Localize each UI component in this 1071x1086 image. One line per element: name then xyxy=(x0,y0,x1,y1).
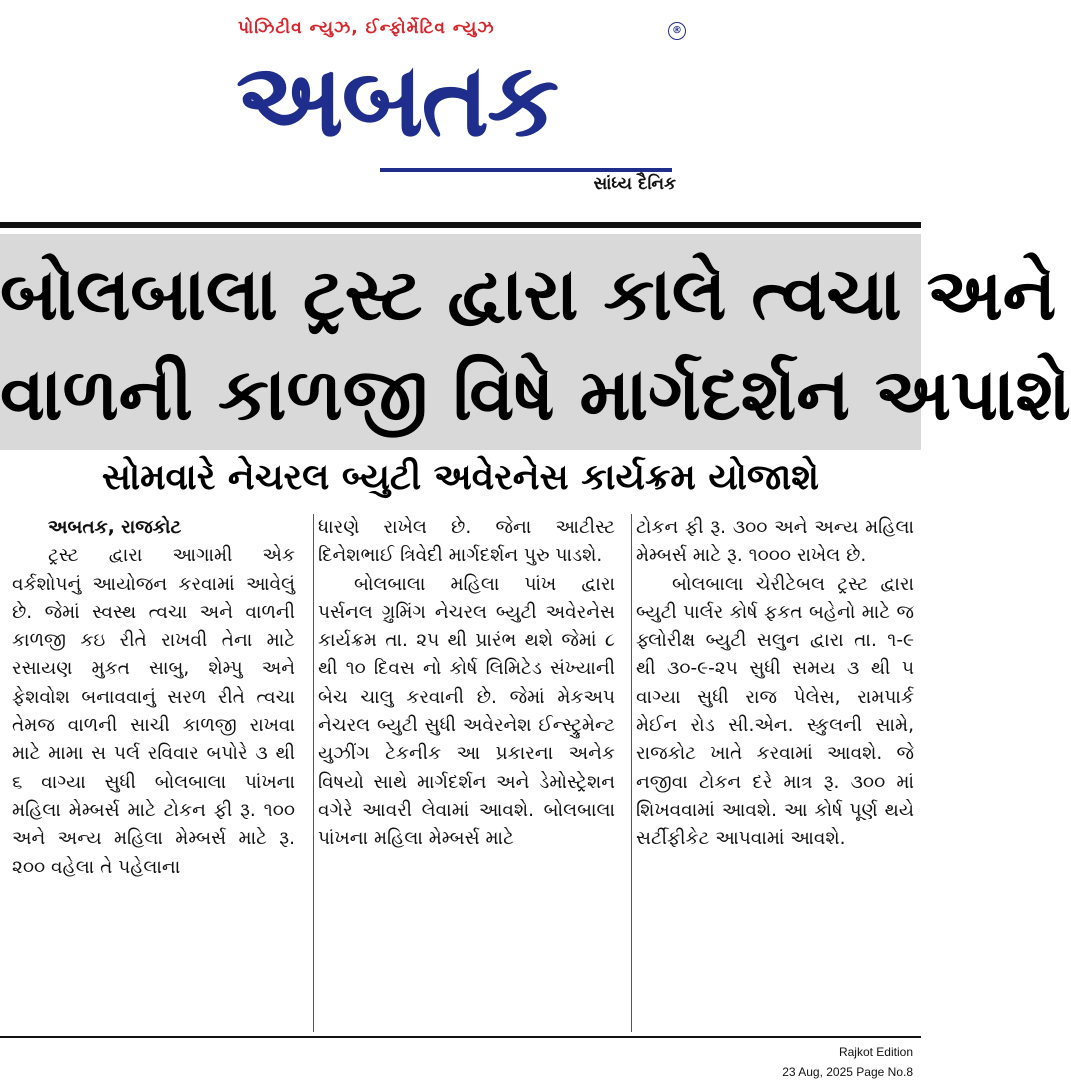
paragraph-continued: ટોકન ફી રૂ. ૩૦૦ અને અન્ય મહિલા મેમ્બર્સ માટે રૂ. ૧૦૦૦ રાખેલ છે. xyxy=(636,517,914,567)
logo-underline xyxy=(380,168,672,172)
edition-type: સાંધ્ય દૈનિક xyxy=(593,174,676,194)
headline-line-2: વાળની કાળજી વિષે માર્ગદર્શન અપાશે xyxy=(0,352,1071,436)
news-article xyxy=(0,222,1071,1036)
article-column-2 xyxy=(313,514,615,1032)
article-column-1 xyxy=(12,514,295,1032)
paragraph: ટ્રસ્ટ દ્વારા આગામી એક વર્કશોપનું આયોજન કરવામાં આવેલું છે. જેમાં સ્વસ્થ ત્વચા અને વાળની કાળજી કઇ રીતે રાખવી તેના માટે રસાયણ મુકત સાબુ, શેમ્પુ અને ફેશવોશ બનાવવાનું સરળ રીતે ત્વચા તેમજ વાળની સાચી કાળજી રાખવા માટે મામા સ પર્લ રવિવાર બપોરે ૩ થી ૬ વાગ્યા સુધી બોલબાલા પાંખના મહિલા મેમ્બર્સ માટે ટોકન ફી રૂ. ૧૦૦ અને અન્ય મહિલા મેમ્બર્સ માટે રૂ. ૨૦૦ વહેલા તે પહેલાના xyxy=(12,545,295,878)
date-page: 23 Aug, 2025 Page No.8 xyxy=(782,1065,913,1079)
dateline: અબતક, રાજકોટ xyxy=(48,517,182,538)
edition-name: Rajkot Edition xyxy=(838,1045,913,1059)
paragraph: બોલબાલા ચેરીટેબલ ટ્રસ્ટ દ્વારા બ્યુટી પાર્લર કોર્ષ ફકત બહેનો માટે જ ફ્લોરીક્ષ બ્યુટી સલુન દ્વારા તા. ૧-૯ થી ૩૦-૯-૨૫ સુધી સમય ૩ થી ૫ વાગ્યા સુધી રાજ પેલેસ, રામપાર્ક મેઈન રોડ સી.એન. સ્કુલની સામે, રાજકોટ ખાતે કરવામાં આવશે. જે નજીવા ટોકન દરે માત્ર રૂ. ૩૦૦ માં શિખવવામાં આવશે. આ કોર્ષ પૂર્ણ થયે સર્ટીફીકેટ આપવામાં આવશે. xyxy=(636,573,914,850)
masthead xyxy=(0,0,921,215)
paragraph: બોલબાલા મહિલા પાંખ દ્વારા પર્સનલ ગ્રુમિંગ નેચરલ બ્યુટી અવેરનેસ કાર્યક્રમ તા. ૨૫ થી પ્રારંભ થશે જેમાં ૮ થી ૧૦ દિવસ નો કોર્ષ લિમિટેડ સંખ્યાની બેચ ચાલુ કરવાની છે. જેમાં મેકઅપ નેચરલ બ્યુટી સુધી અવેરનેશ ઈન્સ્ટ્રુમેન્ટ યુઝીંગ ટેકનીક આ પ્રકારના અનેક વિષયો સાથે માર્ગદર્શન અને ડેમોસ્ટ્રેશન વગેરે આવરી લેવામાં આવશે. બોલબાલા પાંખના મહિલા મેમ્બર્સ માટે xyxy=(318,573,615,850)
bottom-rule xyxy=(0,1036,921,1038)
subheadline: સોમવારે નેચરલ બ્યુટી અવેરનેસ કાર્યક્રમ યોજાશે xyxy=(101,457,820,498)
paragraph-continued: ધારણે રાખેલ છે. જેના આટીસ્ટ દિનેશભાઈ ત્રિવેદી માર્ગદર્શન પુરુ પાડશે. xyxy=(318,517,615,567)
tagline: પોઝિટીવ ન્યુઝ, ઈન્ફોર્મેટિવ ન્યુઝ xyxy=(238,18,495,38)
registered-mark: ® xyxy=(668,22,686,40)
article-column-3 xyxy=(631,514,914,1032)
headline-line-1: બોલબાલા ટ્રસ્ટ દ્વારા કાલે ત્વચા અને xyxy=(0,252,1057,336)
headline-box xyxy=(0,234,1071,450)
newspaper-logo: અબતક xyxy=(236,41,558,160)
edition-footer xyxy=(673,1042,913,1082)
